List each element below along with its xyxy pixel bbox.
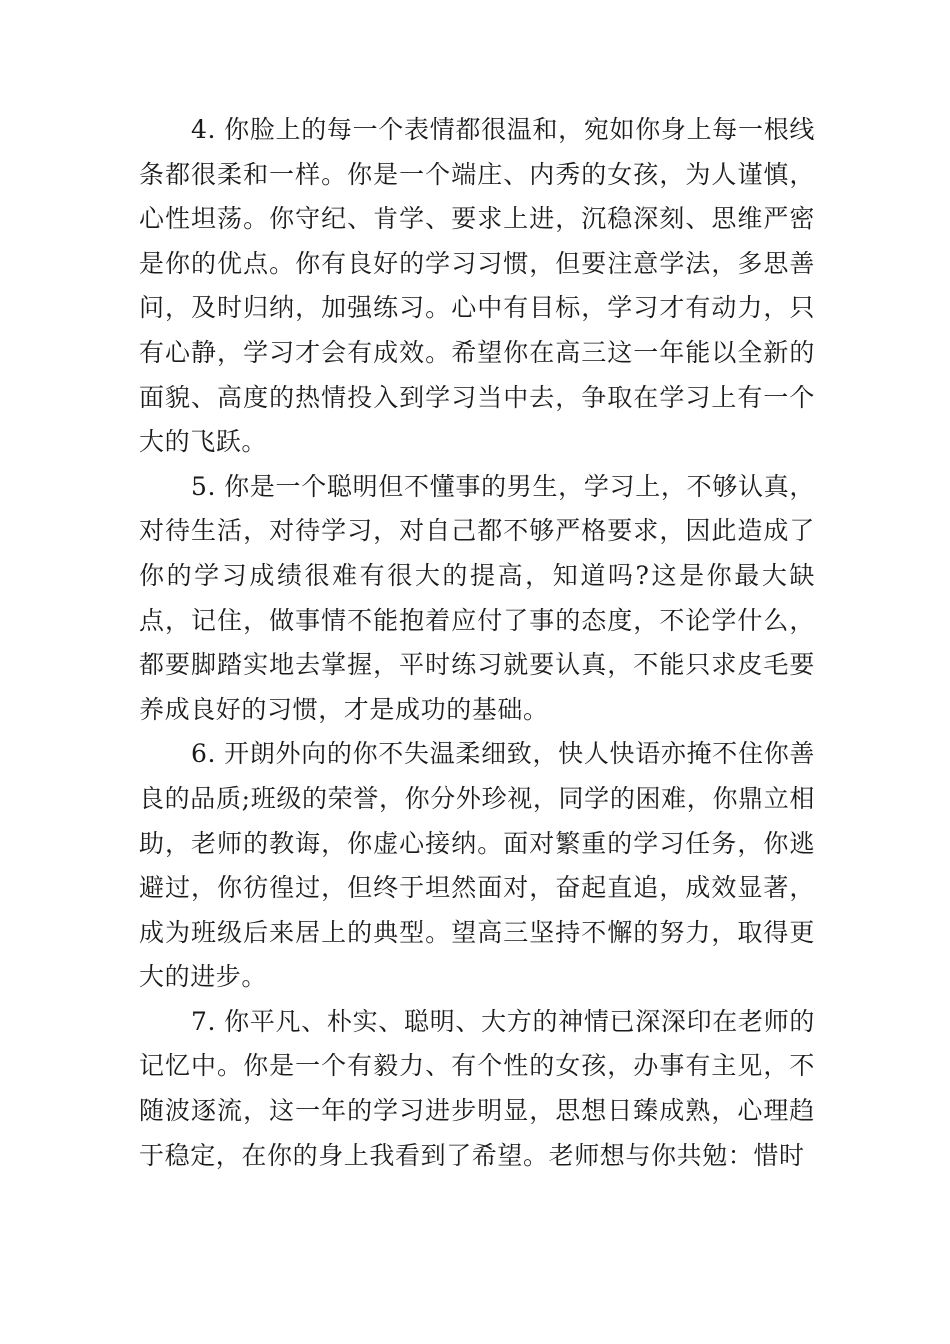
document-body — [139, 108, 815, 1178]
paragraph-number: 6. — [191, 739, 217, 769]
paragraph-text: 开朗外向的你不失温柔细致，快人快语亦掩不住你善良的品质;班级的荣誉，你分外珍视，同学的困难，你鼎立相助，老师的教诲，你虚心接纳。面对繁重的学习任务，你逃避过，你彷徨过，但终于坦然面对，奋起直追，成效显著，成为班级后来居上的典型。望高三坚持不懈的努力，取得更大的进步。 — [139, 739, 815, 992]
paragraph-5 — [139, 465, 815, 733]
paragraph-7 — [139, 1000, 815, 1178]
paragraph-text: 你脸上的每一个表情都很温和，宛如你身上每一根线条都很柔和一样。你是一个端庄、内秀的女孩，为人谨慎，心性坦荡。你守纪、肯学、要求上进，沉稳深刻、思维严密是你的优点。你有良好的学习习惯，但要注意学法，多思善问，及时归纳，加强练习。心中有目标，学习才有动力，只有心静，学习才会有成效。希望你在高三这一年能以全新的面貌、高度的热情投入到学习当中去，争取在学习上有一个大的飞跃。 — [139, 115, 815, 457]
paragraph-number: 4. — [191, 115, 217, 144]
paragraph-6 — [139, 732, 815, 1000]
paragraph-text: 你是一个聪明但不懂事的男生，学习上，不够认真，对待生活，对待学习，对自己都不够严格要求，因此造成了你的学习成绩很难有很大的提高，知道吗?这是你最大缺点，记住，做事情不能抱着应付了事的态度，不论学什么，都要脚踏实地去掌握，平时练习就要认真，不能只求皮毛要养成良好的习惯，才是成功的基础。 — [139, 471, 815, 724]
paragraph-number: 7. — [191, 1006, 217, 1036]
paragraph-text: 你平凡、朴实、聪明、大方的神情已深深印在老师的记忆中。你是一个有毅力、有个性的女孩，办事有主见，不随波逐流，这一年的学习进步明显，思想日臻成熟，心理趋于稳定，在你的身上我看到了希望。老师想与你共勉：惜时 — [139, 1006, 815, 1170]
paragraph-4 — [139, 108, 815, 465]
paragraph-number: 5. — [191, 471, 217, 501]
